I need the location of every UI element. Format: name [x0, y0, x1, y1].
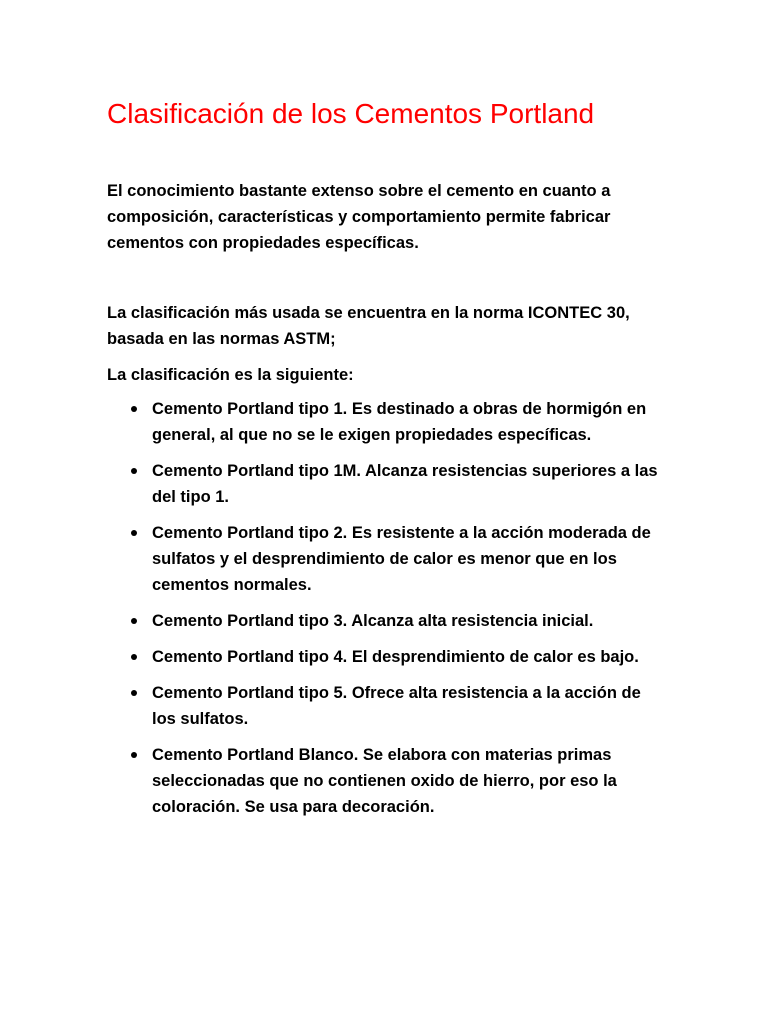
list-item-text: Cemento Portland tipo 5. Ofrece alta resistencia a la acción de los sulfatos.	[152, 684, 641, 728]
list-item-text: Cemento Portland tipo 3. Alcanza alta resistencia inicial.	[152, 612, 594, 630]
list-item-text: Cemento Portland Blanco. Se elabora con materias primas seleccionadas que no contienen oxido de hierro, por eso la coloración. Se usa para decoración.	[152, 746, 617, 816]
list-item	[107, 608, 667, 634]
list-item	[107, 520, 667, 598]
classification-paragraph: La clasificación más usada se encuentra en la norma ICONTEC 30, basada en las normas ASTM;	[107, 304, 630, 348]
bullet-dot-icon	[131, 530, 137, 536]
bullet-dot-icon	[131, 752, 137, 758]
list-intro-paragraph: La clasificación es la siguiente:	[107, 366, 354, 384]
list-item	[107, 458, 667, 510]
intro-paragraph: El conocimiento bastante extenso sobre el cemento en cuanto a composición, características y comportamiento permite fabricar cementos con propiedades específicas.	[107, 182, 611, 252]
bullet-dot-icon	[131, 654, 137, 660]
list-item	[107, 680, 667, 732]
bullet-dot-icon	[131, 468, 137, 474]
document-title: Clasificación de los Cementos Portland	[107, 98, 595, 129]
bullet-dot-icon	[131, 690, 137, 696]
list-item-text: Cemento Portland tipo 4. El desprendimiento de calor es bajo.	[152, 648, 639, 666]
list-item-text: Cemento Portland tipo 1. Es destinado a obras de hormigón en general, al que no se le exigen propiedades específicas.	[152, 400, 647, 444]
list-item	[107, 396, 667, 448]
list-item	[107, 644, 667, 670]
list-item-text: Cemento Portland tipo 2. Es resistente a la acción moderada de sulfatos y el desprendimiento de calor es menor que en los cementos normales.	[152, 524, 651, 594]
cement-type-list	[107, 396, 667, 820]
list-item	[107, 742, 667, 820]
list-item-text: Cemento Portland tipo 1M. Alcanza resistencias superiores a las del tipo 1.	[152, 462, 658, 506]
bullet-dot-icon	[131, 406, 137, 412]
bullet-dot-icon	[131, 618, 137, 624]
